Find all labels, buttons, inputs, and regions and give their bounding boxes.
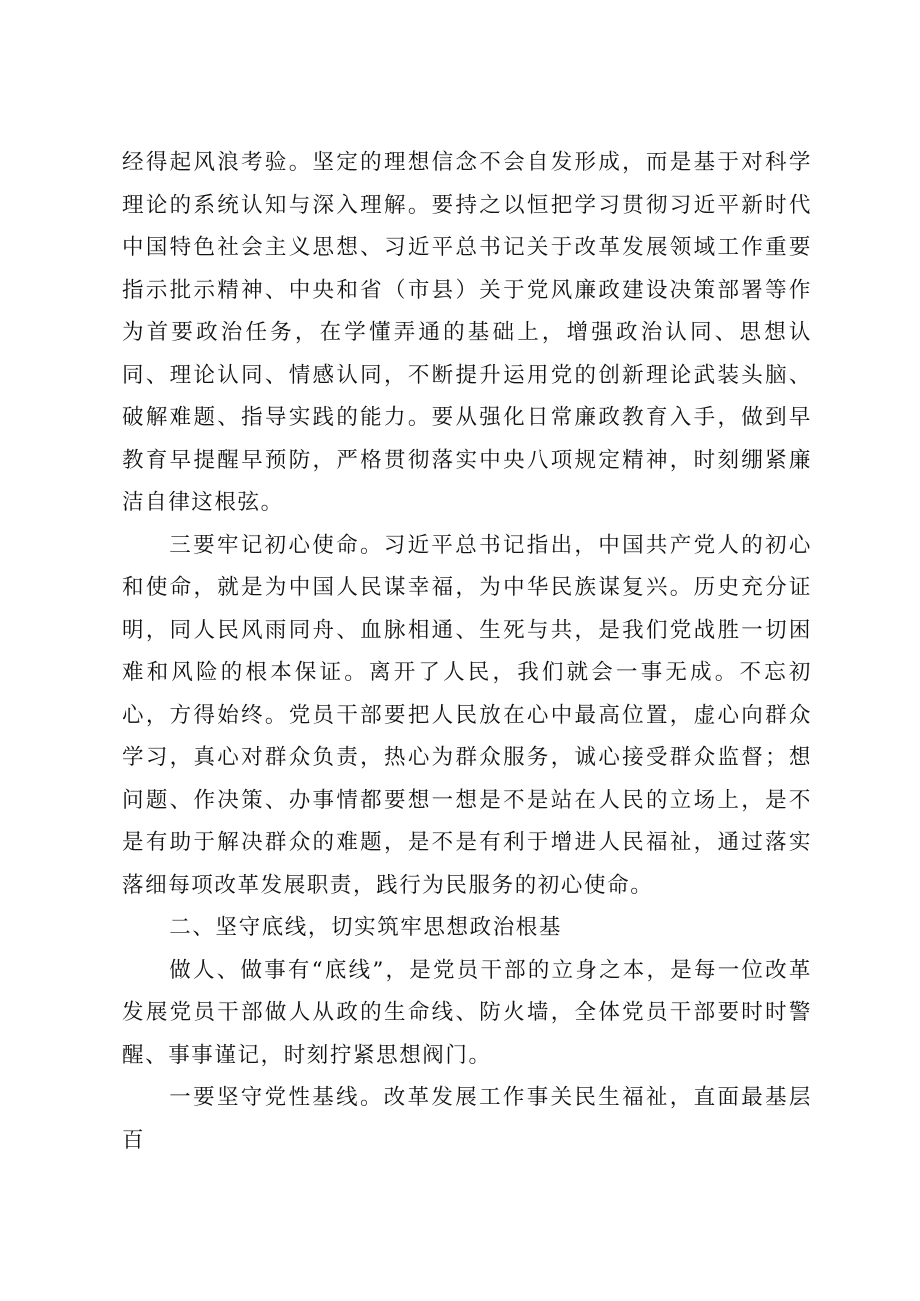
paragraph-continuation: 经得起风浪考验。坚定的理想信念不会自发形成，而是基于对科学理论的系统认知与深入理解。要持之以恒把学习贯彻习近平新时代中国特色社会主义思想、习近平总书记关于改革发展领域工作重要指示批示精神、中央和省（市县）关于党风廉政建设决策部署等作为首要政治任务，在学懂弄通的基础上，增强政治认同、思想认同、理论认同、情感认同，不断提升运用党的创新理论武装头脑、破解难题、指导实践的能力。要从强化日常廉政教育入手，做到早教育早提醒早预防，严格贯彻落实中央八项规定精神，时刻绷紧廉洁自律这根弦。 xyxy=(122,150,812,515)
section-heading: 二、坚守底线，切实筑牢思想政治根基 xyxy=(169,915,562,940)
document-body xyxy=(122,142,812,1162)
paragraph-party-spirit: 一要坚守党性基线。改革发展工作事关民生福祉，直面最基层百 xyxy=(122,1085,812,1153)
paragraph-initial-mission: 三要牢记初心使命。习近平总书记指出，中国共产党人的初心和使命，就是为中国人民谋幸福，为中华民族谋复兴。历史充分证明，同人民风雨同舟、血脉相通、生死与共，是我们党战胜一切困难和风险的根本保证。离开了人民，我们就会一事无成。不忘初心，方得始终。党员干部要把人民放在心中最高位置，虚心向群众学习，真心对群众负责，热心为群众服务，诚心接受群众监督；想问题、作决策、办事情都要想一想是不是站在人民的立场上，是不是有助于解决群众的难题，是不是有利于增进人民福祉，通过落实落细每项改革发展职责，践行为民服务的初心使命。 xyxy=(122,532,812,898)
paragraph-bottom-line: 做人、做事有“底线”，是党员干部的立身之本，是每一位改革发展党员干部做人从政的生命线、防火墙，全体党员干部要时时警醒、事事谨记，时刻拧紧思想阀门。 xyxy=(122,957,812,1068)
